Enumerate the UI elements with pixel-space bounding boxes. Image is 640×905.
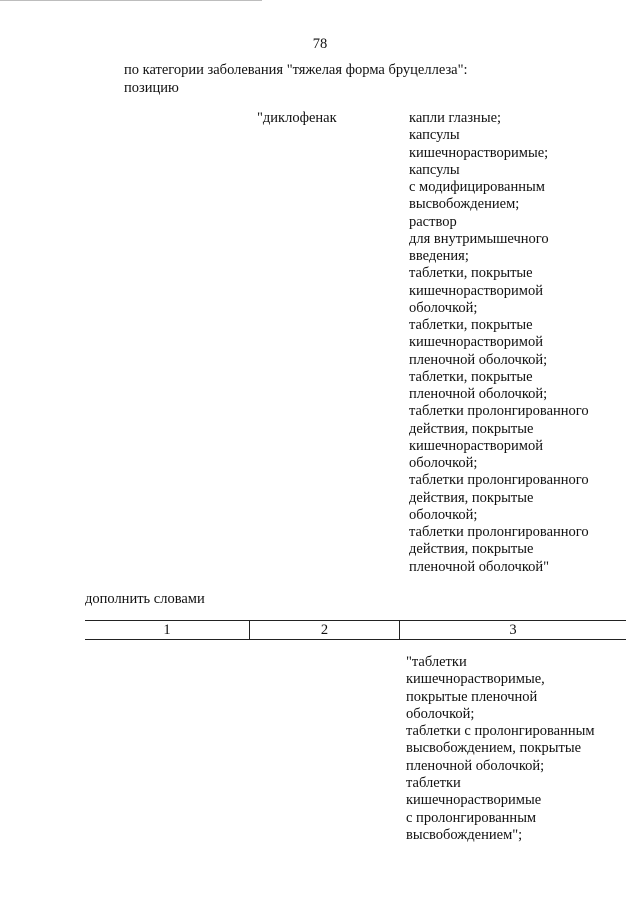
- dosage-form-item: пленочной оболочкой;: [409, 351, 548, 368]
- dosage-form-item: таблетки, покрытые: [409, 265, 533, 282]
- added-form-item: кишечнорастворимые: [406, 792, 542, 809]
- dosage-form-item: действия, покрытые: [409, 489, 534, 506]
- dosage-form-item: раствор: [409, 213, 457, 230]
- dosage-form-item: введения;: [409, 248, 469, 264]
- dosage-form-item: оболочкой;: [409, 299, 478, 316]
- column-header-2: 2: [250, 621, 400, 639]
- dosage-form-item: для внутримышечного: [409, 230, 549, 247]
- dosage-form-item: с модифицированным: [409, 179, 545, 195]
- dosage-form-item: оболочкой;: [409, 455, 478, 471]
- dosage-form-item: таблетки пролонгированного: [409, 403, 589, 420]
- dosage-form-item: кишечнорастворимой: [409, 282, 543, 299]
- supplement-label: дополнить словами: [85, 591, 205, 607]
- dosage-form-item: оболочкой;: [409, 506, 478, 523]
- dosage-form-item: действия, покрытые: [409, 541, 534, 558]
- dosage-form-item: действия, покрытые: [409, 420, 534, 437]
- dosage-forms-list: [409, 110, 589, 576]
- added-form-item: высвобождением";: [406, 826, 523, 843]
- added-form-item: таблетки с пролонгированным: [406, 723, 595, 740]
- dosage-form-item: таблетки пролонгированного: [409, 472, 589, 489]
- added-form-item: таблетки: [406, 775, 461, 792]
- dosage-form-item: кишечнорастворимой: [409, 334, 543, 351]
- added-form-item: "таблетки: [406, 654, 467, 670]
- dosage-form-item: капсулы: [409, 127, 460, 144]
- dosage-form-item: капли глазные;: [409, 110, 502, 126]
- dosage-form-item: таблетки, покрытые: [409, 368, 533, 385]
- dosage-form-item: пленочной оболочкой;: [409, 386, 548, 402]
- column-header-table: [85, 620, 626, 640]
- drug-name: "диклофенак: [257, 110, 337, 126]
- dosage-form-item: высвобождением;: [409, 196, 520, 213]
- added-form-item: с пролонгированным: [406, 809, 537, 826]
- top-scan-edge: [0, 0, 262, 1]
- intro-line-1: по категории заболевания "тяжелая форма бруцеллеза":: [124, 62, 468, 78]
- intro-line-2: позицию: [124, 79, 179, 96]
- dosage-form-item: таблетки пролонгированного: [409, 524, 589, 540]
- added-form-item: высвобождением, покрытые: [406, 740, 582, 757]
- dosage-form-item: кишечнорастворимые;: [409, 144, 549, 161]
- added-form-item: кишечнорастворимые,: [406, 671, 545, 688]
- added-form-item: покрытые пленочной: [406, 688, 538, 705]
- added-dosage-forms-list: [406, 654, 595, 844]
- added-form-item: оболочкой;: [406, 705, 475, 722]
- dosage-form-item: таблетки, покрытые: [409, 317, 533, 333]
- intro-paragraph: [124, 62, 468, 97]
- column-header-1: 1: [85, 621, 250, 639]
- column-header-3: 3: [509, 622, 517, 638]
- dosage-form-item: капсулы: [409, 161, 460, 178]
- added-form-item: пленочной оболочкой;: [406, 757, 545, 774]
- dosage-form-item: кишечнорастворимой: [409, 437, 543, 454]
- page-number: 78: [312, 36, 328, 52]
- dosage-form-item: пленочной оболочкой": [409, 558, 550, 575]
